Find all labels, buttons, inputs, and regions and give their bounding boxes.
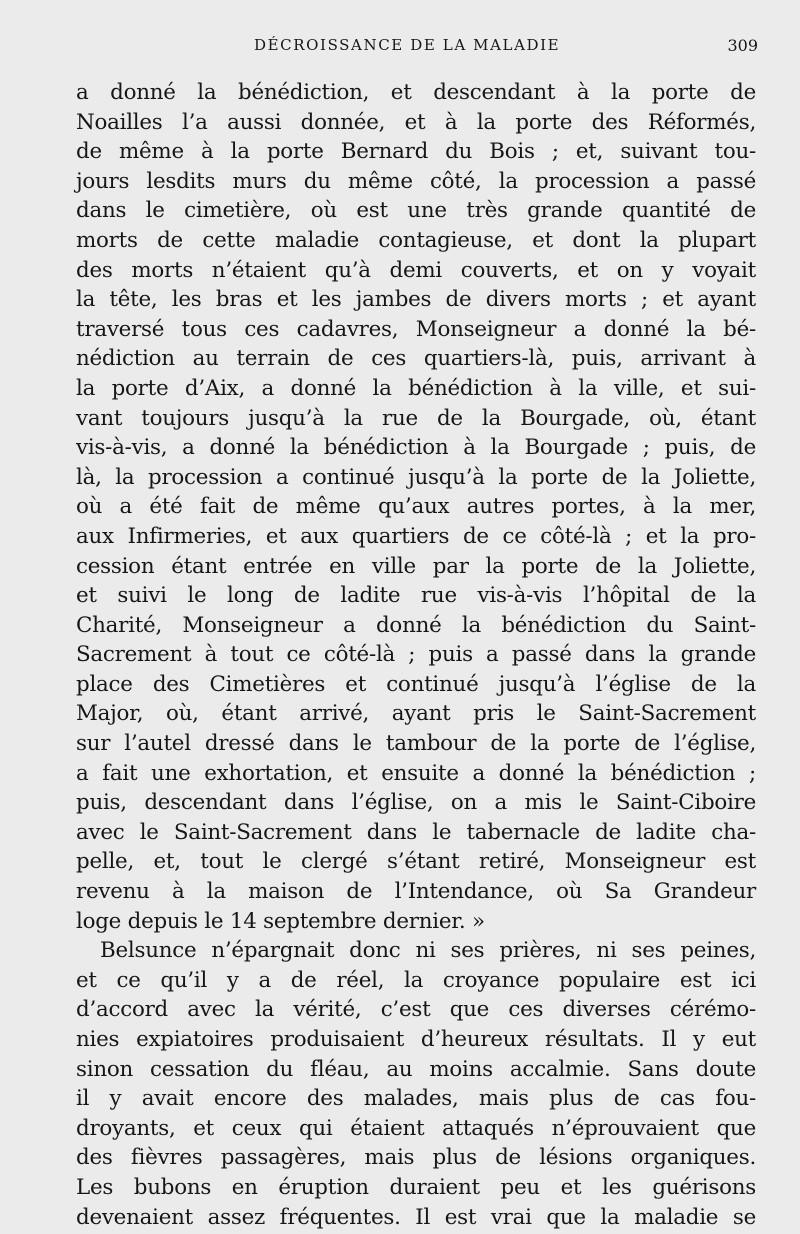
text-line: avec le Saint-Sacrement dans le tabernacle de ladite cha- [76, 819, 756, 845]
text-line: et suivi le long de ladite rue vis-à-vis l’hôpital de la [76, 583, 756, 609]
text-line: morts de cette maladie contagieuse, et dont la plupart [76, 227, 756, 253]
text-line: la porte d’Aix, a donné la bénédiction à la ville, et sui- [76, 375, 756, 401]
text-line: Les bubons en éruption duraient peu et les guérisons [76, 1174, 756, 1200]
text-line: il y avait encore des malades, mais plus de cas fou- [76, 1086, 756, 1112]
text-line: là, la procession a continué jusqu’à la porte de la Joliette, [76, 464, 756, 490]
text-line: cession étant entrée en ville par la porte de la Joliette, [76, 553, 756, 579]
paragraph-first-line: Belsunce n’épargnait donc ni ses prières, ni ses peines, [100, 938, 756, 964]
page-header [78, 36, 758, 62]
text-line: Major, où, étant arrivé, ayant pris le Saint-Sacrement [76, 701, 756, 727]
text-line: droyants, et ceux qui étaient attaqués n’éprouvaient que [76, 1115, 756, 1141]
text-line: et ce qu’il y a de réel, la croyance populaire est ici [76, 967, 756, 993]
text-line: traversé tous ces cadavres, Monseigneur a donné la bé- [76, 316, 756, 342]
text-line: sur l’autel dressé dans le tambour de la porte de l’église, [76, 731, 756, 757]
text-line: vis-à-vis, a donné la bénédiction à la Bourgade ; puis, de [76, 435, 756, 461]
running-title: DÉCROISSANCE DE LA MALADIE [254, 36, 561, 54]
text-line: dans le cimetière, où est une très grande quantité de [76, 198, 756, 224]
text-line: a fait une exhortation, et ensuite a donné la bénédiction ; [76, 760, 756, 786]
text-line: d’accord avec la vérité, c’est que ces diverses cérémo- [76, 997, 756, 1023]
text-line: vant toujours jusqu’à la rue de la Bourgade, où, étant [76, 405, 756, 431]
text-line: des fièvres passagères, mais plus de lésions organiques. [76, 1145, 756, 1171]
text-line: aux Infirmeries, et aux quartiers de ce côté-là ; et la pro- [76, 523, 756, 549]
text-line: loge depuis le 14 septembre dernier. » [76, 908, 485, 934]
text-line: Sacrement à tout ce côté-là ; puis a passé dans la grande [76, 642, 756, 668]
text-line: place des Cimetières et continué jusqu’à l’église de la [76, 671, 756, 697]
text-line: pelle, et, tout le clergé s’étant retiré, Monseigneur est [76, 849, 756, 875]
text-line: la tête, les bras et les jambes de divers morts ; et ayant [76, 287, 756, 313]
page-number: 309 [727, 36, 758, 55]
text-line: sinon cessation du fléau, au moins accalmie. Sans doute [76, 1056, 756, 1082]
text-line: puis, descendant dans l’église, on a mis le Saint-Ciboire [76, 790, 756, 816]
text-line: nédiction au terrain de ces quartiers-là, puis, arrivant à [76, 346, 756, 372]
text-line: Noailles l’a aussi donnée, et à la porte des Réformés, [76, 109, 756, 135]
text-line: revenu à la maison de l’Intendance, où Sa Grandeur [76, 879, 756, 905]
text-line: des morts n’étaient qu’à demi couverts, et on y voyait [76, 257, 756, 283]
text-line: Charité, Monseigneur a donné la bénédiction du Saint- [76, 612, 756, 638]
text-line: nies expiatoires produisaient d’heureux résultats. Il y eut [76, 1027, 756, 1052]
text-line: a donné la bénédiction, et descendant à la porte de [76, 80, 756, 105]
text-line: où a été fait de même qu’aux autres portes, à la mer, [76, 494, 756, 520]
text-line: jours lesdits murs du même côté, la procession a passé [76, 168, 756, 194]
text-line: devenaient assez fréquentes. Il est vrai que la maladie se [76, 1204, 756, 1230]
body-text [76, 78, 756, 1232]
text-line: de même à la porte Bernard du Bois ; et, suivant tou- [76, 139, 756, 165]
